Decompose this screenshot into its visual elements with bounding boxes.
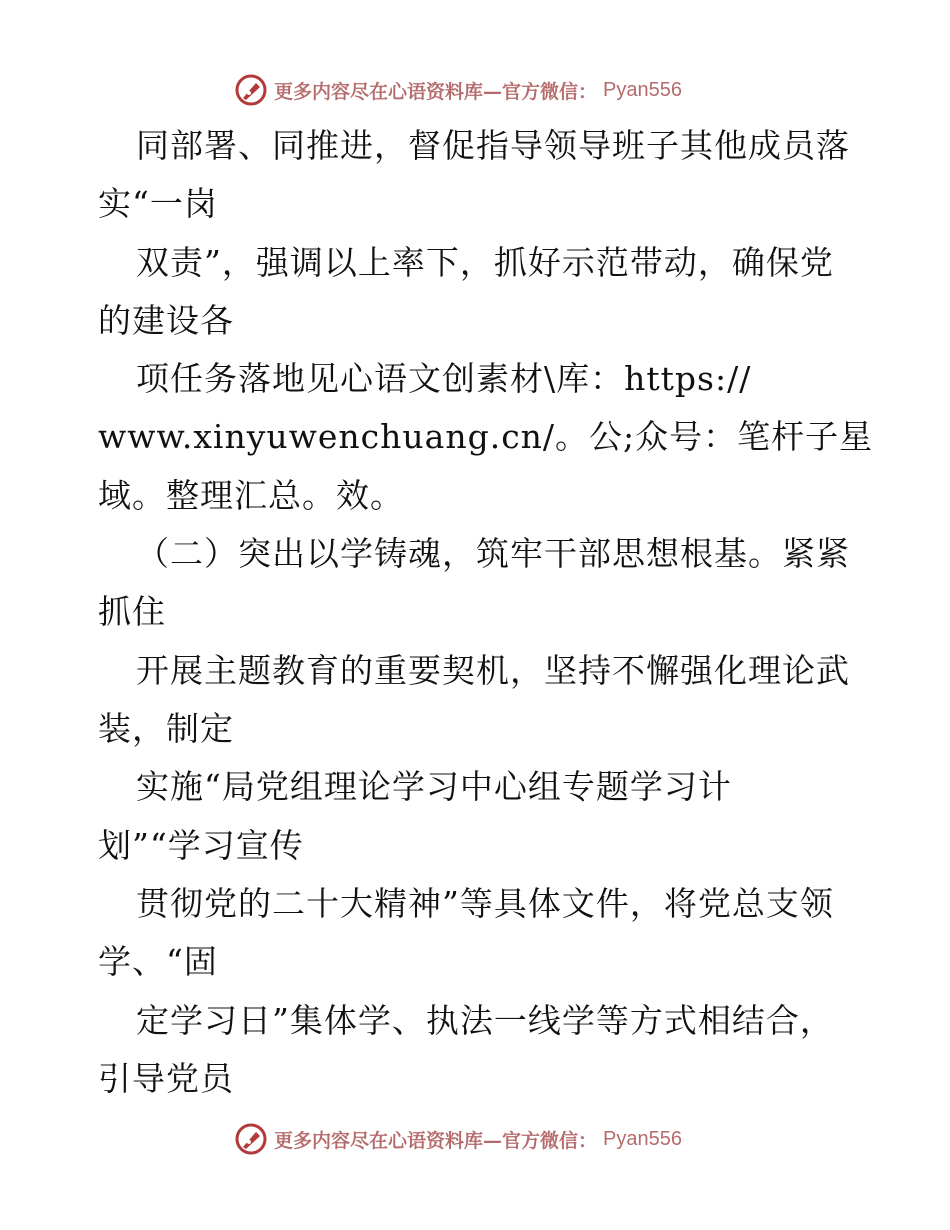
footer-watermark	[234, 1122, 682, 1156]
text-line: （二）突出以学铸魂，筑牢干部思想根基。紧紧	[136, 534, 850, 573]
text-line: 贯彻党的二十大精神”等具体文件，将党总支领	[136, 884, 834, 923]
pen-nib-logo-icon	[234, 73, 268, 107]
text-line: 实“一岗	[98, 184, 218, 223]
text-line: 划”“学习宣传	[98, 826, 304, 865]
text-line: 学、“固	[98, 942, 218, 981]
watermark-handle: Pyan556	[603, 1127, 682, 1150]
text-line: 的建设各	[98, 301, 234, 340]
header-watermark	[234, 73, 682, 107]
text-line: www.xinyuwenchuang.cn/。公;众号：笔杆子星	[98, 417, 874, 456]
text-line: 项任务落地见心语文创素材\库：https://	[136, 359, 752, 398]
text-line: 开展主题教育的重要契机，坚持不懈强化理论武	[136, 651, 850, 690]
text-line: 定学习日”集体学、执法一线学等方式相结合，	[136, 1001, 834, 1040]
text-line: 双责”，强调以上率下，抓好示范带动，确保党	[136, 243, 834, 282]
text-line: 抓住	[98, 592, 166, 631]
watermark-text: 更多内容尽在心语资料库—官方微信：	[274, 1129, 598, 1152]
text-line: 域。整理汇总。效。	[98, 476, 404, 515]
text-line: 装，制定	[98, 709, 234, 748]
text-line: 同部署、同推进，督促指导领导班子其他成员落	[136, 126, 850, 165]
text-line: 实施“局党组理论学习中心组专题学习计	[136, 767, 732, 806]
watermark-text: 更多内容尽在心语资料库—官方微信：	[274, 80, 598, 103]
pen-nib-logo-icon	[234, 1122, 268, 1156]
watermark-handle: Pyan556	[603, 78, 682, 101]
text-line: 引导党员	[98, 1059, 234, 1098]
